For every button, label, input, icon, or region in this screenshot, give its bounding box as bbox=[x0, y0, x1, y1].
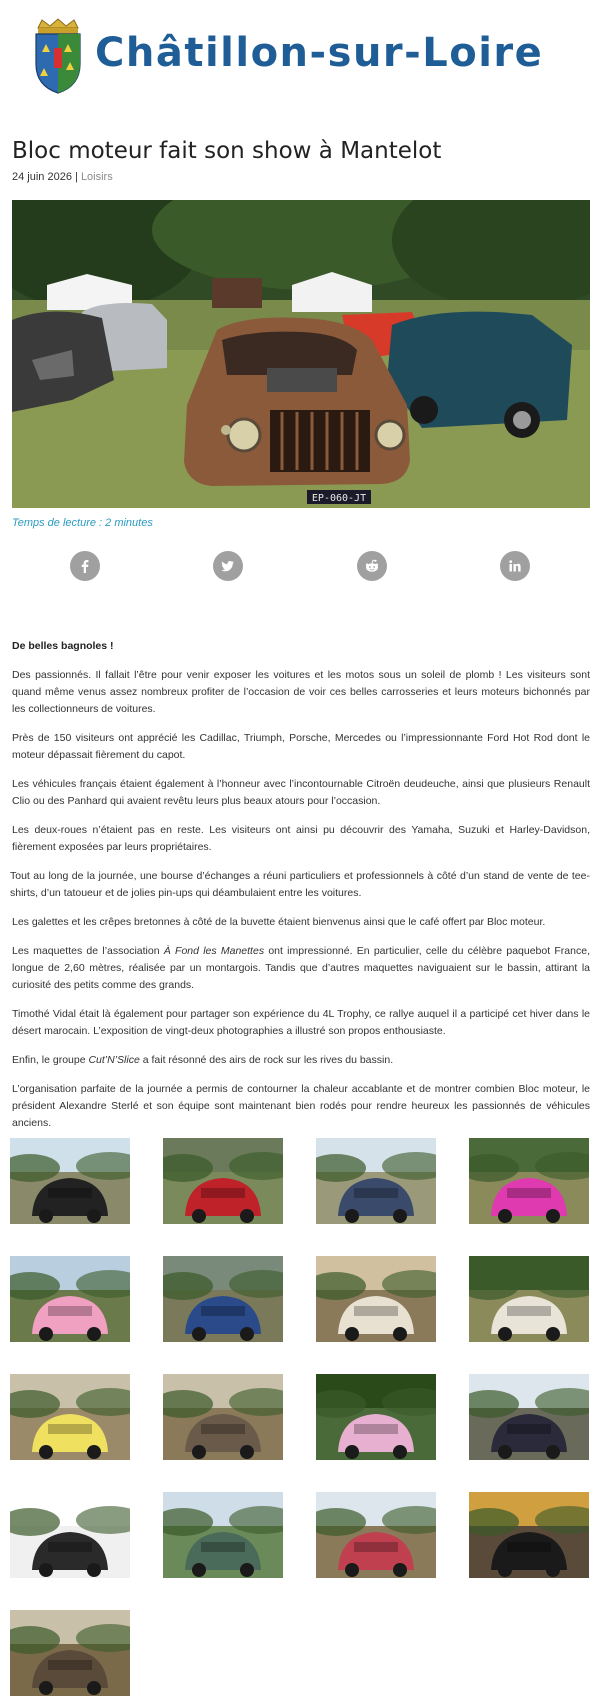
thumbnail-photo bbox=[469, 1256, 589, 1342]
paragraph: Les véhicules français étaient également à l’honneur avec l’incontournable Citroën deudeuche, ainsi que plusieurs Renault Clio ou des Panhard qui avaient revêtu leurs plus beaux atours pour l’occasion. bbox=[12, 778, 590, 807]
gallery-thumbnail[interactable] bbox=[316, 1138, 436, 1224]
thumbnail-photo bbox=[316, 1256, 436, 1342]
gallery-thumbnail[interactable] bbox=[469, 1138, 589, 1224]
text-run: Les maquettes de l’association bbox=[12, 945, 164, 957]
thumbnail-photo bbox=[10, 1374, 130, 1460]
gallery-thumbnail[interactable] bbox=[316, 1256, 436, 1342]
article-body bbox=[12, 638, 590, 1144]
share-reddit-button[interactable] bbox=[357, 551, 387, 581]
thumbnail-photo bbox=[10, 1138, 130, 1224]
thumbnail-photo bbox=[316, 1374, 436, 1460]
thumbnail-photo bbox=[469, 1138, 589, 1224]
band-name: Cut’N’Slice bbox=[88, 1054, 140, 1066]
article-title: Bloc moteur fait son show à Mantelot bbox=[12, 138, 442, 164]
thumbnail-photo bbox=[469, 1374, 589, 1460]
reading-time: Temps de lecture : 2 minutes bbox=[12, 517, 153, 529]
paragraph bbox=[12, 1052, 590, 1069]
gallery-thumbnail[interactable] bbox=[10, 1138, 130, 1224]
text-run: Enfin, le groupe bbox=[12, 1054, 89, 1066]
gallery-thumbnail[interactable] bbox=[316, 1374, 436, 1460]
article-meta bbox=[12, 171, 113, 183]
gallery-thumbnail[interactable] bbox=[316, 1492, 436, 1578]
meta-separator: | bbox=[71, 171, 81, 183]
text-run: a fait résonné des airs de rock sur les rives du bassin. bbox=[139, 1054, 394, 1066]
paragraph: Les galettes et les crêpes bretonnes à côté de la buvette étaient bienvenus ainsi que le café offert par Bloc moteur. bbox=[12, 916, 546, 928]
thumbnail-photo bbox=[10, 1610, 130, 1696]
category-link[interactable]: Loisirs bbox=[80, 171, 113, 183]
thumbnail-photo bbox=[163, 1256, 283, 1342]
thumbnail-photo bbox=[163, 1138, 283, 1224]
thumbnail-photo bbox=[163, 1492, 283, 1578]
gallery-thumbnail[interactable] bbox=[10, 1492, 130, 1578]
coat-of-arms-logo[interactable] bbox=[32, 18, 84, 94]
photo-gallery bbox=[10, 1138, 590, 1698]
license-plate: EP-060-JT bbox=[311, 493, 367, 504]
hero-image bbox=[12, 200, 590, 508]
thumbnail-photo bbox=[316, 1138, 436, 1224]
facebook-icon bbox=[78, 559, 92, 573]
thumbnail-photo bbox=[469, 1492, 589, 1578]
linkedin-icon bbox=[508, 559, 522, 573]
site-name[interactable]: Châtillon-sur-Loire bbox=[95, 30, 544, 76]
paragraph: Les deux-roues n’étaient pas en reste. Les visiteurs ont ainsi pu découvrir des Yamaha, Suzuki et Harley-Davidson, fièrement exposées par leurs propriétaires. bbox=[12, 824, 590, 853]
paragraph: Près de 150 visiteurs ont apprécié les Cadillac, Triumph, Porsche, Mercedes ou l’impressionnante Ford Hot Rod dont le moteur dépassait fièrement du capot. bbox=[12, 732, 590, 761]
share-twitter-button[interactable] bbox=[213, 551, 243, 581]
gallery-thumbnail[interactable] bbox=[163, 1256, 283, 1342]
thumbnail-photo bbox=[10, 1492, 130, 1578]
thumbnail-photo bbox=[163, 1374, 283, 1460]
thumbnail-photo bbox=[316, 1492, 436, 1578]
twitter-icon bbox=[221, 559, 235, 573]
article-date: 24 juin 2026 bbox=[12, 171, 72, 183]
gallery-thumbnail[interactable] bbox=[469, 1374, 589, 1460]
section-heading: De belles bagnoles ! bbox=[12, 640, 114, 652]
gallery-thumbnail[interactable] bbox=[163, 1492, 283, 1578]
association-name: À Fond les Manettes bbox=[163, 945, 265, 957]
paragraph: Timothé Vidal était là également pour partager son expérience du 4L Trophy, ce rallye auquel il a participé cet hiver dans le désert marocain. L’exposition de vingt-deux photographies a illustré son propos enthousiaste. bbox=[12, 1008, 590, 1037]
gallery-thumbnail[interactable] bbox=[163, 1138, 283, 1224]
gallery-thumbnail[interactable] bbox=[10, 1256, 130, 1342]
site-header bbox=[0, 0, 600, 115]
gallery-thumbnail[interactable] bbox=[163, 1374, 283, 1460]
reddit-icon bbox=[364, 559, 380, 573]
paragraph: L’organisation parfaite de la journée a permis de contourner la chaleur accablante et de montrer combien Bloc moteur, le président Alexandre Sterlé et son équipe sont maintenant bien rodés pour rendre heureux les passionnés de véhicules anciens. bbox=[12, 1083, 590, 1129]
paragraph: Tout au long de la journée, une bourse d’échanges a réuni particuliers et professionnels à côté d’un stand de vente de tee-shirts, d’un tatoueur et de jolies pin-ups qui déambulaient entre les voitures. bbox=[10, 870, 590, 899]
gallery-thumbnail[interactable] bbox=[10, 1610, 130, 1696]
text-run: ont impressionné. En particulier, celle du célèbre paquebot France, longue de 2,60 mètres, réalisée par un montargois. Tandis que d’autres maquettes naviguaient sur le bassin, attirant la curiosité des petits comme des grands. bbox=[12, 945, 590, 991]
share-linkedin-button[interactable] bbox=[500, 551, 530, 581]
gallery-thumbnail[interactable] bbox=[469, 1256, 589, 1342]
paragraph bbox=[12, 943, 590, 994]
gallery-thumbnail[interactable] bbox=[10, 1374, 130, 1460]
gallery-thumbnail[interactable] bbox=[469, 1492, 589, 1578]
share-facebook-button[interactable] bbox=[70, 551, 100, 581]
paragraph: Des passionnés. Il fallait l’être pour venir exposer les voitures et les motos sous un soleil de plomb ! Les visiteurs sont quand même venus assez nombreux profiter de l’occasion de voir ces belles carrosseries et leurs moteurs bichonnés par les collectionneurs de voitures. bbox=[12, 669, 590, 715]
thumbnail-photo bbox=[10, 1256, 130, 1342]
